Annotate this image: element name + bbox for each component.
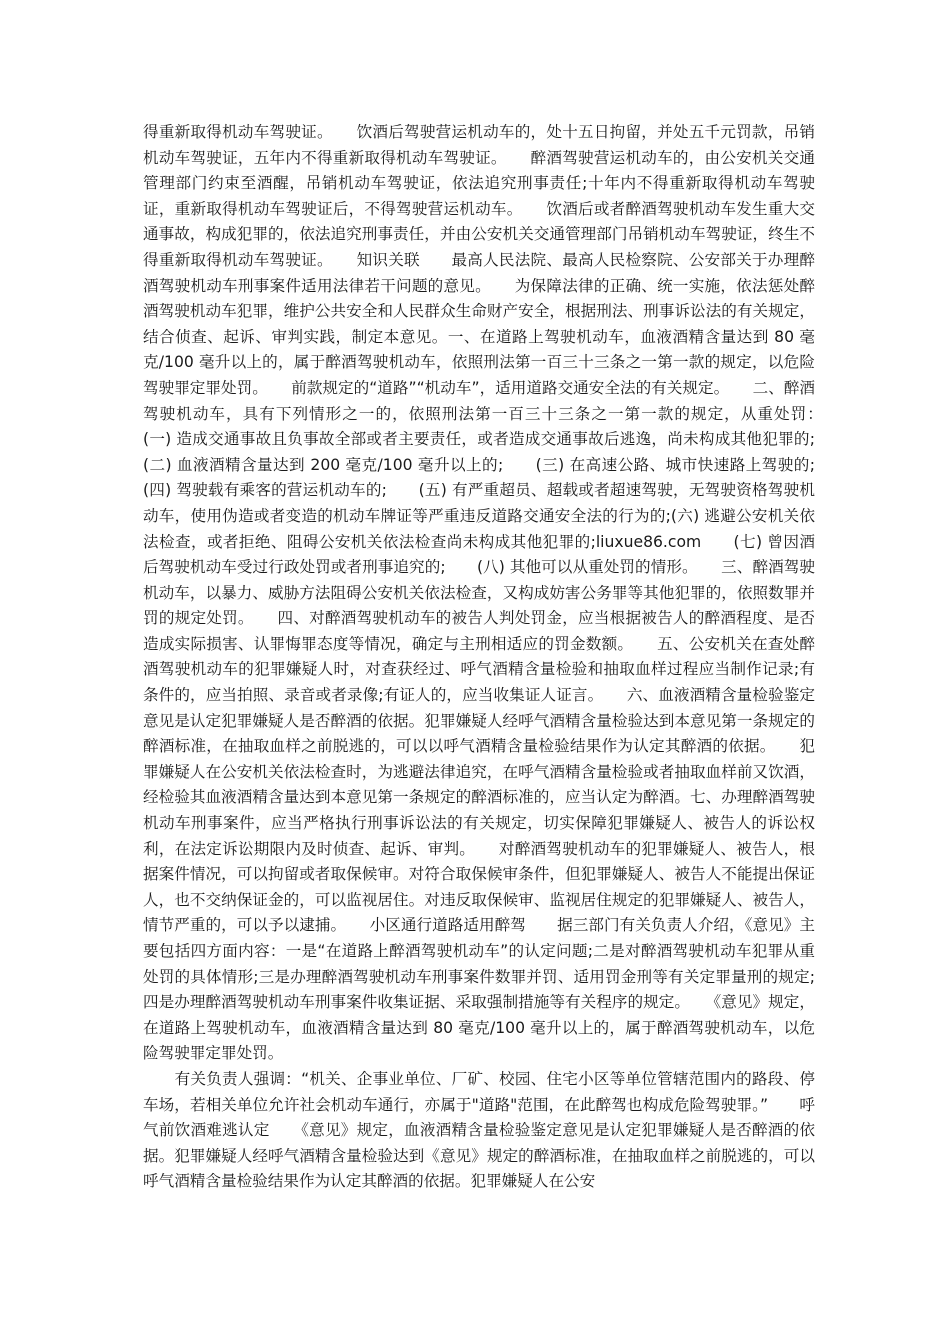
document-page: [143, 120, 847, 1195]
body-paragraph: 得重新取得机动车驾驶证。 饮酒后驾驶营运机动车的，处十五日拘留，并处五千元罚款，吊销机动车驾驶证，五年内不得重新取得机动车驾驶证。 醉酒驾驶营运机动车的，由公安机关交通管理部门约束至酒醒，吊销机动车驾驶证，依法追究刑事责任;十年内不得重新取得机动车驾驶证，重新取得机动车驾驶证后，不得驾驶营运机动车。 饮酒后或者醉酒驾驶机动车发生重大交通事故，构成犯罪的，依法追究刑事责任，并由公安机关交通管理部门吊销机动车驾驶证，终生不得重新取得机动车驾驶证。 知识关联 最高人民法院、最高人民检察院、公安部关于办理醉酒驾驶机动车刑事案件适用法律若干问题的意见。 为保障法律的正确、统一实施，依法惩处醉酒驾驶机动车犯罪，维护公共安全和人民群众生命财产安全，根据刑法、刑事诉讼法的有关规定，结合侦查、起诉、审判实践，制定本意见。一、在道路上驾驶机动车，血液酒精含量达到 80 毫克/100 毫升以上的，属于醉酒驾驶机动车，依照刑法第一百三十三条之一第一款的规定，以危险驾驶罪定罪处罚。 前款规定的“道路”“机动车”，适用道路交通安全法的有关规定。 二、醉酒驾驶机动车，具有下列情形之一的，依照刑法第一百三十三条之一第一款的规定，从重处罚： (一) 造成交通事故且负事故全部或者主要责任，或者造成交通事故后逃逸，尚未构成其他犯罪的; (二) 血液酒精含量达到 200 毫克/100 毫升以上的; (三) 在高速公路、城市快速路上驾驶的;(四) 驾驶载有乘客的营运机动车的; (五) 有严重超员、超载或者超速驾驶，无驾驶资格驾驶机动车，使用伪造或者变造的机动车牌证等严重违反道路交通安全法的行为的;(六) 逃避公安机关依法检查，或者拒绝、阻碍公安机关依法检查尚未构成其他犯罪的;liuxue86.com (七) 曾因酒后驾驶机动车受过行政处罚或者刑事追究的; (八) 其他可以从重处罚的情形。 三、醉酒驾驶机动车，以暴力、威胁方法阻碍公安机关依法检查，又构成妨害公务罪等其他犯罪的，依照数罪并罚的规定处罚。 四、对醉酒驾驶机动车的被告人判处罚金，应当根据被告人的醉酒程度、是否造成实际损害、认罪悔罪态度等情况，确定与主刑相适应的罚金数额。 五、公安机关在查处醉酒驾驶机动车的犯罪嫌疑人时，对查获经过、呼气酒精含量检验和抽取血样过程应当制作记录;有条件的，应当拍照、录音或者录像;有证人的，应当收集证人证言。 六、血液酒精含量检验鉴定意见是认定犯罪嫌疑人是否醉酒的依据。犯罪嫌疑人经呼气酒精含量检验达到本意见第一条规定的醉酒标准，在抽取血样之前脱逃的，可以以呼气酒精含量检验结果作为认定其醉酒的依据。 犯罪嫌疑人在公安机关依法检查时，为逃避法律追究，在呼气酒精含量检验或者抽取血样前又饮酒，经检验其血液酒精含量达到本意见第一条规定的醉酒标准的，应当认定为醉酒。七、办理醉酒驾驶机动车刑事案件，应当严格执行刑事诉讼法的有关规定，切实保障犯罪嫌疑人、被告人的诉讼权利，在法定诉讼期限内及时侦查、起诉、审判。 对醉酒驾驶机动车的犯罪嫌疑人、被告人，根据案件情况，可以拘留或者取保候审。对符合取保候审条件，但犯罪嫌疑人、被告人不能提出保证人，也不交纳保证金的，可以监视居住。对违反取保候审、监视居住规定的犯罪嫌疑人、被告人，情节严重的，可以予以逮捕。 小区通行道路适用醉驾 据三部门有关负责人介绍，《意见》主要包括四方面内容：一是“在道路上醉酒驾驶机动车”的认定问题;二是对醉酒驾驶机动车犯罪从重处罚的具体情形;三是办理醉酒驾驶机动车刑事案件数罪并罚、适用罚金刑等有关定罪量刑的规定;四是办理醉酒驾驶机动车刑事案件收集证据、采取强制措施等有关程序的规定。 《意见》规定，在道路上驾驶机动车，血液酒精含量达到 80 毫克/100 毫升以上的，属于醉酒驾驶机动车，以危险驾驶罪定罪处罚。: [143, 123, 847, 1063]
body-paragraph: 有关负责人强调：“机关、企事业单位、厂矿、校园、住宅小区等单位管辖范围内的路段、停车场，若相关单位允许社会机动车通行，亦属于"道路"范围，在此醉驾也构成危险驾驶罪。” 呼气前饮酒难逃认定 《意见》规定，血液酒精含量检验鉴定意见是认定犯罪嫌疑人是否醉酒的依据。犯罪嫌疑人经呼气酒精含量检验达到《意见》规定的醉酒标准，在抽取血样之前脱逃的，可以呼气酒精含量检验结果作为认定其醉酒的依据。犯罪嫌疑人在公安: [143, 1069, 815, 1191]
